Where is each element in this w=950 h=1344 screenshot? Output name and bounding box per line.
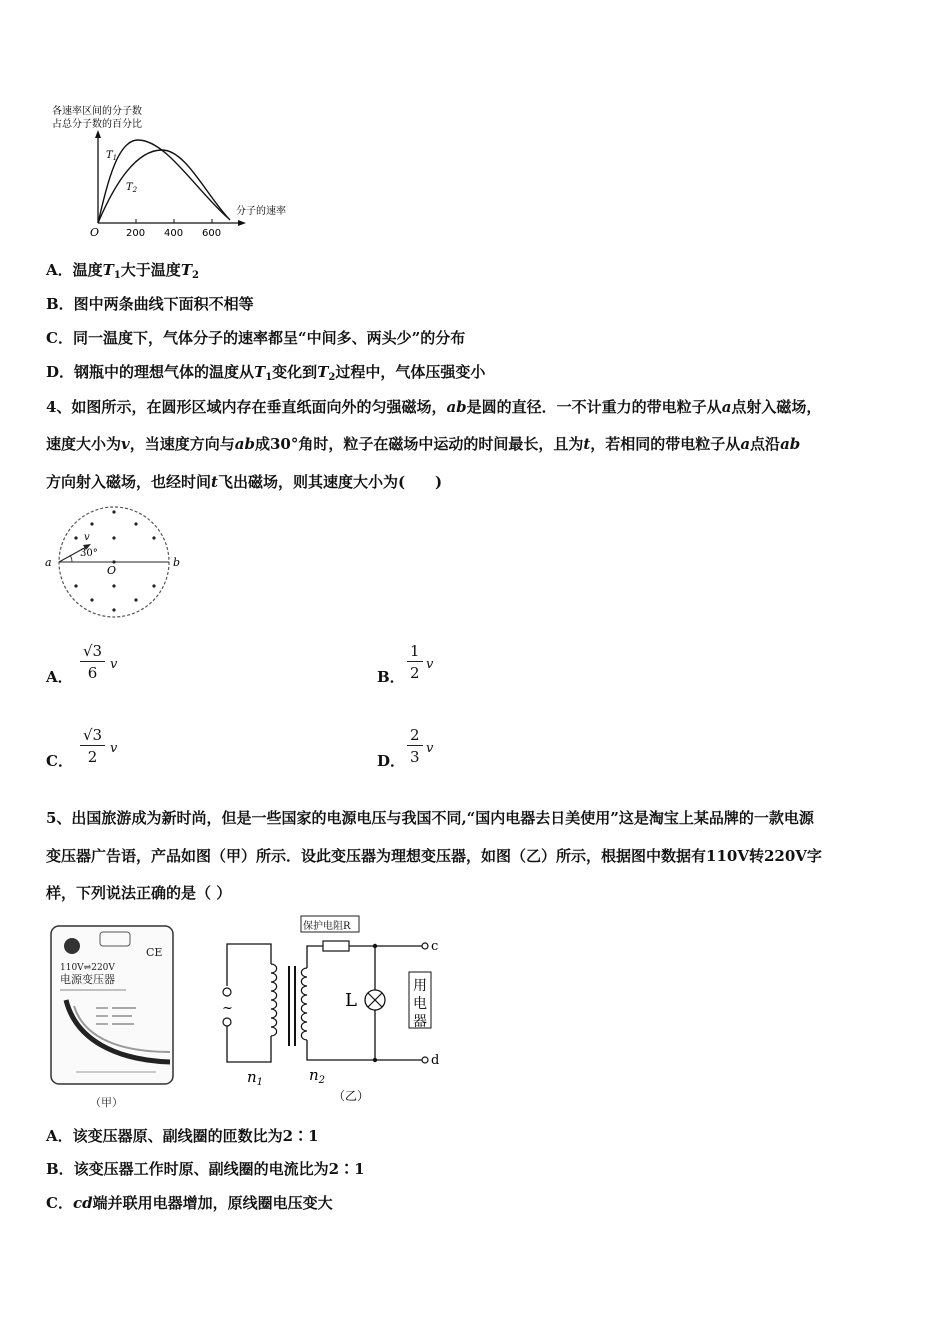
graph-ylabel-1: 各速率区间的分子数 xyxy=(52,106,142,117)
graph-xlabel: 分子的速率 xyxy=(236,206,286,217)
q4-choice-c-fraction: $\frac{√3}{2}$ xyxy=(80,726,105,766)
q5-option-a[interactable]: A．该变压器原、副线圈的匝数比为2∶1 xyxy=(46,1127,319,1145)
q4-choice-c[interactable]: C． xyxy=(46,752,73,770)
q4-choice-b-fraction: $\frac{1}{2}$ xyxy=(407,642,423,682)
point-b-label: b xyxy=(173,556,181,569)
graph-x-arrow xyxy=(238,220,246,226)
svg-text:器: 器 xyxy=(413,1014,427,1030)
primary-coil xyxy=(271,964,277,1036)
q4-stem-line1: 4、如图所示，在圆形区域内存在垂直纸面向外的匀强磁场，ab是圆的直径．一不计重力的带电粒子从a点射入磁场， xyxy=(46,398,822,416)
q4-choice-b[interactable]: B． xyxy=(377,668,405,686)
graph-tick-200: 200 xyxy=(126,228,146,239)
resistor-label: 保护电阻R xyxy=(303,921,351,932)
point-a-label: a xyxy=(45,556,52,569)
q3-option-d[interactable]: D．钢瓶中的理想气体的温度从$T_1$变化到$T_2$过程中，气体压强变小 xyxy=(46,363,486,383)
angle-label: 30° xyxy=(80,548,98,559)
ac-source-symbol: ~ xyxy=(222,1001,233,1016)
curve-t2 xyxy=(98,150,230,223)
q4-choice-a[interactable]: A． xyxy=(46,668,73,686)
svg-text:T1: $T_1$ xyxy=(106,150,118,162)
circuit-caption: （乙） xyxy=(333,1089,370,1103)
curve-t1 xyxy=(98,140,228,223)
protective-resistor xyxy=(323,941,349,951)
q5-stem-line1: 5、出国旅游成为新时尚，但是一些国家的电源电压与我国不同,“国内电器去日美使用”这是淘宝上某品牌的一款电源 xyxy=(46,809,814,827)
magnetic-field-circle-figure xyxy=(40,502,190,622)
svg-text:用: 用 xyxy=(413,978,427,994)
q4-choice-d-var: v xyxy=(426,741,434,756)
q4-stem-line3: 方向射入磁场，也经时间t飞出磁场，则其速度大小为( ) xyxy=(46,473,443,491)
q3-option-c[interactable]: C．同一温度下，气体分子的速率都呈“中间多、两头少”的分布 xyxy=(46,329,466,347)
transformer-device-figure xyxy=(46,920,182,1112)
q4-choice-d-fraction: $\frac{2}{3}$ xyxy=(407,726,423,766)
q5-stem-line3: 样，下列说法正确的是（ ） xyxy=(46,884,232,902)
q3-option-b[interactable]: B．图中两条曲线下面积不相等 xyxy=(46,295,254,313)
field-dots xyxy=(74,510,155,611)
q4-stem-line2: 速度大小为v，当速度方向与ab成30°角时，粒子在磁场中运动的时间最长，且为t，若相同的带电粒子从a点沿ab xyxy=(46,435,801,453)
n1-label: n xyxy=(247,1068,257,1086)
device-logo-icon xyxy=(64,938,80,954)
terminal-c-label: c xyxy=(431,939,439,954)
q4-choice-b-var: v xyxy=(426,657,434,672)
svg-text:电: 电 xyxy=(413,996,427,1012)
device-ce-mark: CE xyxy=(146,946,163,959)
device-caption: （甲） xyxy=(90,1096,123,1109)
graph-ylabel-2: 占总分子数的百分比 xyxy=(52,119,142,130)
q4-choice-a-var: v xyxy=(110,657,118,672)
svg-text:T2: $T_2$ xyxy=(126,182,138,194)
q5-stem-line2: 变压器广告语，产品如图（甲）所示．设此变压器为理想变压器，如图（乙）所示，根据图中数据有110V转220V字 xyxy=(46,847,822,865)
q3-option-a[interactable]: A．温度$T_1$大于温度$T_2$ xyxy=(46,261,199,281)
lamp-label: L xyxy=(345,990,357,1011)
graph-origin: O xyxy=(90,226,100,239)
velocity-distribution-graph xyxy=(46,100,306,245)
q5-option-b[interactable]: B．该变压器工作时原、副线圈的电流比为2∶1 xyxy=(46,1160,365,1178)
q4-choice-a-fraction: $\frac{√3}{6}$ xyxy=(80,642,105,682)
graph-y-arrow xyxy=(95,130,101,138)
svg-text:n2: $n_2$ xyxy=(309,1066,326,1086)
graph-tick-600: 600 xyxy=(202,228,222,239)
center-o-label: O xyxy=(107,564,117,577)
svg-text:n1: $n_1$ xyxy=(247,1068,264,1088)
terminal-d-label: d xyxy=(431,1053,440,1068)
q4-choice-d[interactable]: D． xyxy=(377,752,406,770)
curve-label-t1: T xyxy=(106,150,113,161)
n2-label: n xyxy=(309,1066,319,1084)
velocity-label: v xyxy=(84,532,90,543)
graph-tick-400: 400 xyxy=(164,228,184,239)
secondary-coil xyxy=(301,968,307,1040)
q4-choice-c-var: v xyxy=(110,741,118,756)
device-name: 电源变压器 xyxy=(60,973,115,986)
curve-label-t2: T xyxy=(126,182,133,193)
q5-option-c[interactable]: C．cd端并联用电器增加，原线圈电压变大 xyxy=(46,1194,333,1212)
transformer-circuit-diagram xyxy=(205,914,455,1106)
device-model: 110V⇌220V xyxy=(60,963,115,973)
